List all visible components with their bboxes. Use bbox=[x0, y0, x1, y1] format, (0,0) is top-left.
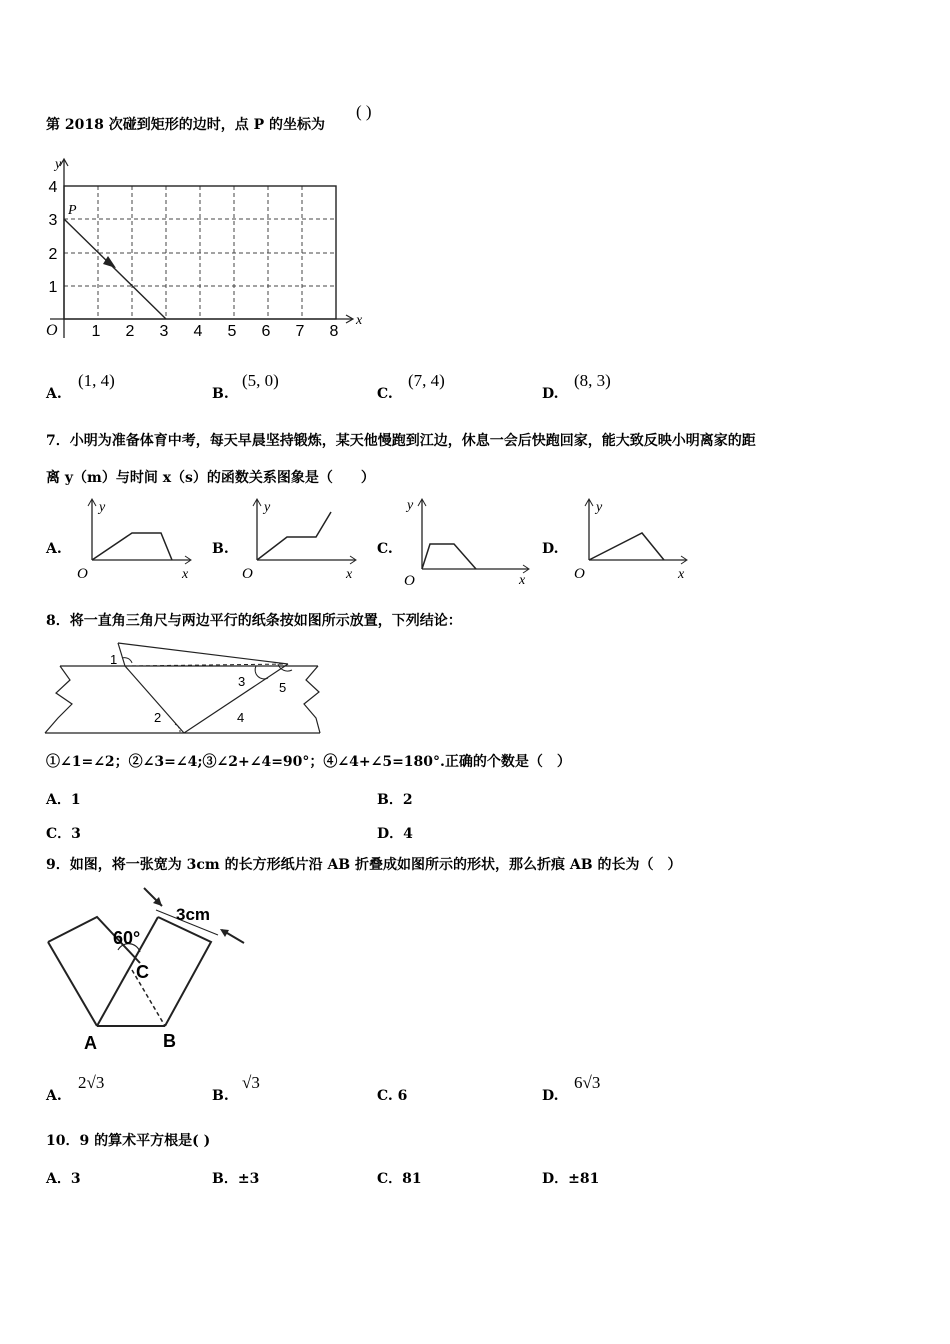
q7-stem-line2: 离 y（m）与时间 x（s）的函数关系图象是（ ） bbox=[46, 470, 375, 486]
svg-text:y: y bbox=[407, 498, 414, 513]
q6-stem: 第 2018 次碰到矩形的边时，点 P 的坐标为 bbox=[46, 117, 325, 133]
q9-stem: 9．如图，将一张宽为 3cm 的长方形纸片沿 AB 折叠成如图所示的形状，那么折痕 AB 的长为（ ） bbox=[46, 857, 682, 873]
svg-text:y: y bbox=[596, 500, 603, 515]
svg-text:y: y bbox=[264, 500, 271, 515]
q8-option-a[interactable]: A．1 bbox=[46, 792, 81, 808]
svg-text:O: O bbox=[77, 566, 88, 582]
svg-text:x: x bbox=[182, 567, 189, 582]
q7-graph-b-curve bbox=[257, 512, 331, 560]
q6-x-tick: 8 bbox=[329, 323, 339, 340]
q10-stem: 10．9 的算术平方根是( ) bbox=[46, 1133, 211, 1149]
q9-option-c[interactable]: C. 6 bbox=[377, 1088, 408, 1104]
svg-text:x: x bbox=[346, 567, 353, 582]
svg-text:x: x bbox=[678, 567, 685, 582]
q8-option-d[interactable]: D．4 bbox=[377, 826, 413, 842]
q9-width-label: 3cm bbox=[176, 905, 211, 924]
q6-y-tick: 2 bbox=[48, 246, 58, 263]
svg-text:x: x bbox=[519, 573, 526, 588]
q7-graph-c bbox=[402, 494, 532, 589]
q9-option-d-letter[interactable]: D. bbox=[542, 1088, 559, 1104]
q8-option-b[interactable]: B．2 bbox=[377, 792, 413, 808]
q6-point-p-label: P bbox=[68, 203, 77, 218]
q6-y-tick: 1 bbox=[48, 279, 58, 296]
q6-x-tick: 2 bbox=[125, 323, 135, 340]
q9-point-a: A bbox=[84, 1033, 97, 1053]
q6-answer-paren: ( ) bbox=[356, 102, 372, 121]
q10-option-b[interactable]: B．±3 bbox=[212, 1171, 260, 1187]
q7-graph-c-curve bbox=[422, 544, 476, 569]
q6-x-tick: 5 bbox=[227, 323, 237, 340]
q8-angle-1: 1 bbox=[110, 652, 118, 667]
q6-direction-arrow bbox=[103, 256, 116, 268]
q7-option-a-letter[interactable]: A. bbox=[46, 541, 62, 557]
q8-figure bbox=[40, 636, 330, 736]
svg-text:O: O bbox=[404, 573, 415, 589]
q7-stem-line1: 7．小明为准备体育中考，每天早晨坚持锻炼，某天他慢跑到江边，休息一会后快跑回家，能大致反映小明离家的距 bbox=[46, 433, 756, 449]
q6-grid-figure bbox=[40, 152, 370, 342]
q10-option-d[interactable]: D．±81 bbox=[542, 1171, 600, 1187]
q6-x-tick: 7 bbox=[295, 323, 305, 340]
q6-option-b-letter[interactable]: B. bbox=[212, 386, 229, 402]
q7-option-b-letter[interactable]: B. bbox=[212, 541, 229, 557]
q9-point-c: C bbox=[136, 962, 149, 982]
q9-point-b: B bbox=[163, 1031, 176, 1051]
q9-option-a-letter[interactable]: A. bbox=[46, 1088, 62, 1104]
q7-graph-d-curve bbox=[589, 533, 664, 560]
q7-option-c-letter[interactable]: C. bbox=[377, 541, 393, 557]
q6-option-c-value: (7, 4) bbox=[408, 371, 445, 390]
svg-text:O: O bbox=[242, 566, 253, 582]
q9-option-d-value: 6√3 bbox=[574, 1073, 601, 1092]
q8-stem: 8．将一直角三角尺与两边平行的纸条按如图所示放置，下列结论： bbox=[46, 613, 462, 629]
q7-graph-d bbox=[570, 497, 690, 587]
q6-y-label: y bbox=[55, 157, 62, 172]
q9-option-b-letter[interactable]: B. bbox=[212, 1088, 229, 1104]
q8-option-c[interactable]: C．3 bbox=[46, 826, 81, 842]
q7-graph-a bbox=[76, 497, 196, 587]
q6-path-segment bbox=[64, 219, 166, 319]
q6-option-d-letter[interactable]: D. bbox=[542, 386, 559, 402]
q8-angle-5: 5 bbox=[279, 680, 287, 695]
q9-option-b-value: √3 bbox=[242, 1073, 260, 1092]
q9-angle-label: 60° bbox=[113, 928, 141, 948]
q9-figure bbox=[40, 884, 250, 1054]
q7-option-d-letter[interactable]: D. bbox=[542, 541, 559, 557]
q6-option-a-value: (1, 4) bbox=[78, 371, 115, 390]
q10-option-a[interactable]: A．3 bbox=[46, 1171, 81, 1187]
q6-option-b-value: (5, 0) bbox=[242, 371, 279, 390]
q6-x-tick: 1 bbox=[91, 323, 101, 340]
svg-text:O: O bbox=[574, 566, 585, 582]
q6-x-tick: 6 bbox=[261, 323, 271, 340]
q6-x-label: x bbox=[356, 313, 363, 328]
q6-y-tick: 3 bbox=[48, 212, 58, 229]
q7-graph-a-curve bbox=[92, 533, 172, 560]
q6-x-tick: 3 bbox=[159, 323, 169, 340]
q7-graph-b bbox=[240, 497, 360, 587]
q8-angle-4: 4 bbox=[237, 710, 245, 725]
q6-option-c-letter[interactable]: C. bbox=[377, 386, 393, 402]
q6-option-d-value: (8, 3) bbox=[574, 371, 611, 390]
q8-conclusions: ①∠1=∠2；②∠3=∠4;③∠2+∠4=90°；④∠4+∠5=180°.正确的个数是（ ） bbox=[46, 754, 571, 770]
q6-x-tick: 4 bbox=[193, 323, 203, 340]
q6-y-tick: 4 bbox=[48, 179, 58, 196]
svg-text:y: y bbox=[99, 500, 106, 515]
q6-origin-label: O bbox=[46, 322, 58, 339]
q9-option-a-value: 2√3 bbox=[78, 1073, 105, 1092]
q10-option-c[interactable]: C．81 bbox=[377, 1171, 422, 1187]
q6-option-a-letter[interactable]: A. bbox=[46, 386, 62, 402]
q8-angle-2: 2 bbox=[154, 710, 162, 725]
q8-angle-3: 3 bbox=[238, 674, 246, 689]
